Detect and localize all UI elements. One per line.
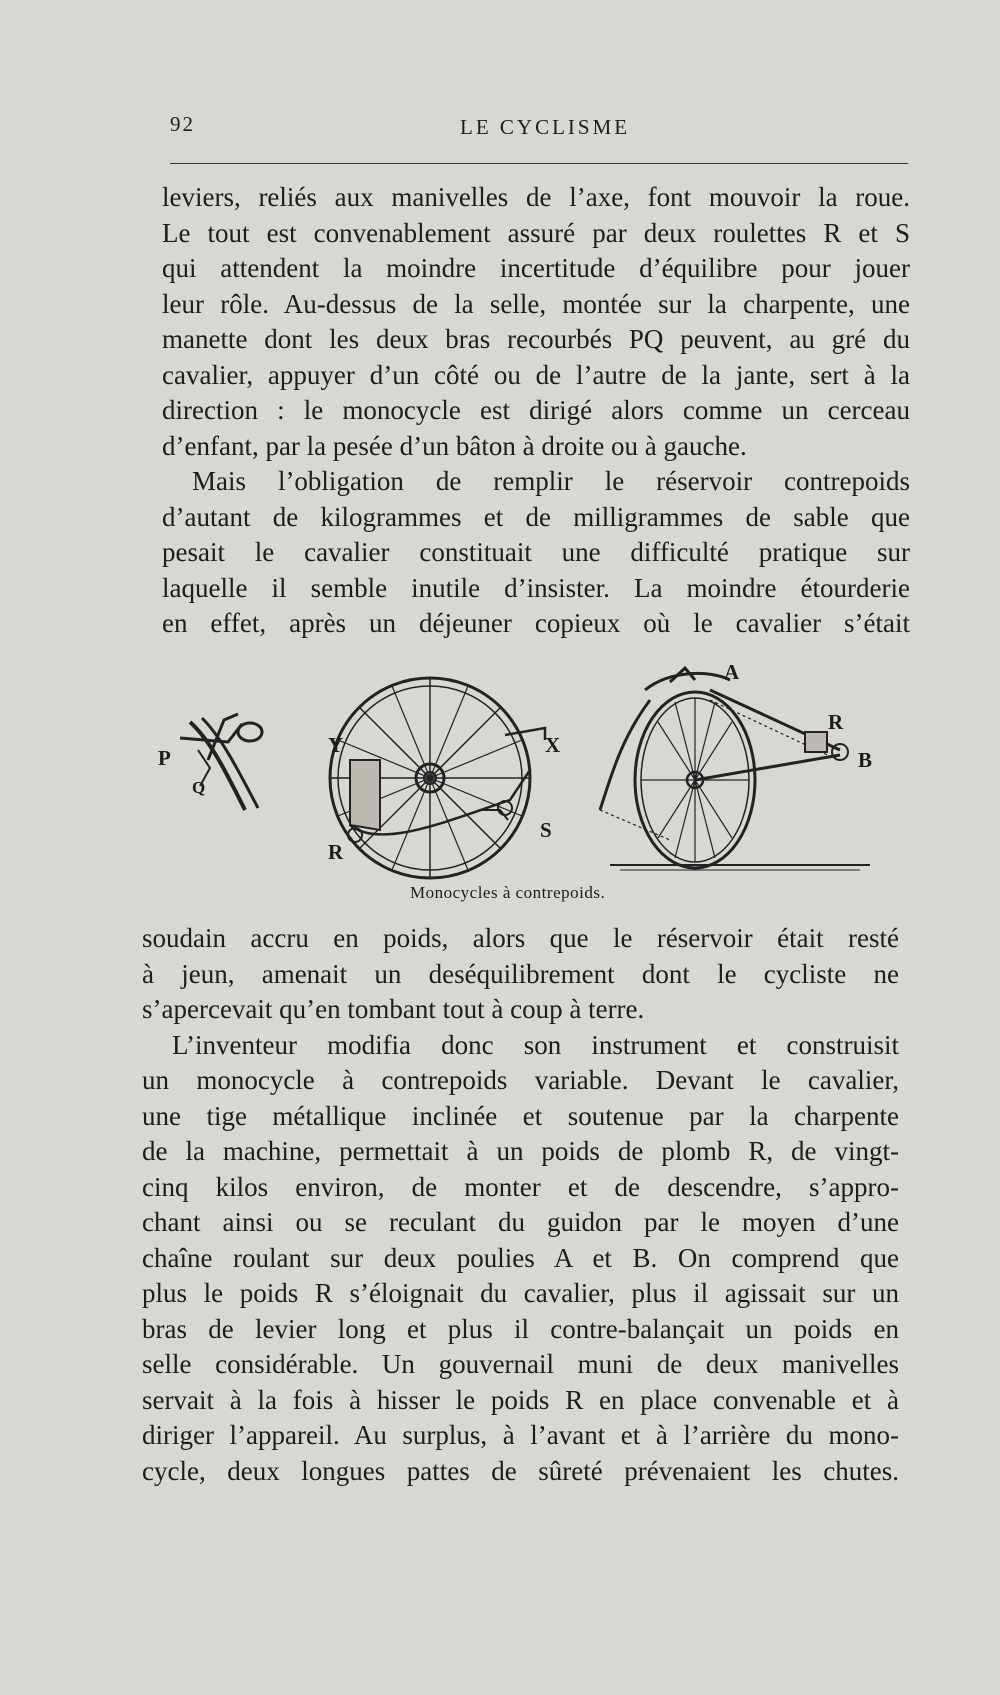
text-line: s’apercevait qu’en tombant tout à coup à terre.: [142, 994, 645, 1024]
text-line: manette dont les deux bras recourbés PQ peuvent, au gré du: [162, 324, 910, 354]
figure-label-b: B: [858, 748, 873, 772]
figure-label-p: P: [158, 746, 171, 770]
text-line: de la machine, permettait à un poids de plomb R, de vingt-: [142, 1136, 899, 1166]
text-line: d’autant de kilogrammes et de milligrammes de sable que: [162, 501, 910, 532]
text-line: plus le poids R s’éloignait du cavalier, plus il agissait sur un: [142, 1278, 899, 1308]
text-line: diriger l’appareil. Au surplus, à l’avant et à l’arrière du mono-: [142, 1420, 899, 1450]
text-line: leur rôle. Au-dessus de la selle, montée sur la charpente, une: [162, 288, 910, 319]
text-line: direction : le monocycle est dirigé alors comme un cerceau: [162, 395, 910, 425]
text-line: d’enfant, par la pesée d’un bâton à droite ou à gauche.: [162, 430, 747, 461]
figure-label-r-left: R: [328, 840, 344, 864]
text-line: Mais l’obligation de remplir le réservoir contrepoids: [192, 466, 910, 496]
text-line: laquelle il semble inutile d’insister. La moindre étourderie: [162, 572, 910, 603]
monocycle-illustration: [150, 660, 910, 910]
text-line: cinq kilos environ, de monter et de descendre, s’appro-: [142, 1171, 899, 1202]
text-line: L’inventeur modifia donc son instrument et construisit: [172, 1029, 899, 1060]
figure-label-a: A: [724, 660, 740, 684]
text-line: chant ainsi ou se reculant du guidon par le moyen d’une: [142, 1207, 899, 1237]
running-title: LE CYCLISME: [460, 115, 631, 139]
figure-caption: Monocycles à contrepoids.: [410, 883, 606, 902]
figure-label-q: Q: [192, 778, 206, 797]
monocycle-engravings: [150, 660, 910, 910]
text-line: en effet, après un déjeuner copieux où le cavalier s’était: [162, 608, 910, 638]
figure-label-s: S: [540, 818, 552, 842]
text-line: une tige métallique inclinée et soutenue par la charpente: [142, 1100, 899, 1131]
text-line: cavalier, appuyer d’un côté ou de l’autre de la jante, sert à la: [162, 359, 910, 390]
figure-label-x: X: [545, 733, 561, 757]
figure-label-r-right: R: [828, 710, 844, 734]
text-line: servait à la fois à hisser le poids R en place convenable et à: [142, 1384, 899, 1415]
paragraph-block-bottom: [142, 921, 899, 1489]
paragraph-block-top: [162, 180, 910, 642]
monocycle-counterweight-drawing: [330, 678, 545, 878]
header-rule: [170, 163, 908, 164]
figure-label-y: Y: [328, 733, 344, 757]
text-line: pesait le cavalier constituait une difficulté pratique sur: [162, 537, 910, 567]
monocycle-variable-counterweight-drawing: [600, 668, 873, 870]
text-line: Le tout est convenablement assuré par deux roulettes R et S: [162, 217, 910, 248]
text-line: cycle, deux longues pattes de sûreté prévenaient les chutes.: [142, 1455, 899, 1486]
text-line: selle considérable. Un gouvernail muni de deux manivelles: [142, 1349, 899, 1379]
text-line: à jeun, amenait un deséquilibrement dont le cycliste ne: [142, 958, 899, 989]
text-line: soudain accru en poids, alors que le réservoir était resté: [142, 923, 899, 953]
text-line: bras de levier long et plus il contre-balançait un poids en: [142, 1313, 899, 1344]
text-line: leviers, reliés aux manivelles de l’axe, font mouvoir la roue.: [162, 182, 910, 212]
text-line: qui attendent la moindre incertitude d’équilibre pour jouer: [162, 253, 910, 283]
text-line: un monocycle à contrepoids variable. Devant le cavalier,: [142, 1065, 899, 1095]
page-header: [170, 112, 908, 142]
page-number: 92: [170, 112, 195, 136]
text-line: chaîne roulant sur deux poulies A et B. On comprend que: [142, 1242, 899, 1273]
